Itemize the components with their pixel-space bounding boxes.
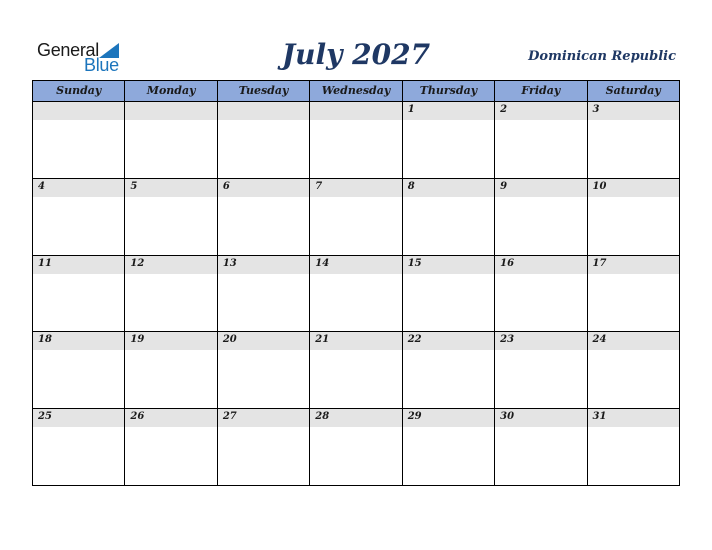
day-cell[interactable] bbox=[310, 409, 402, 485]
day-cell[interactable] bbox=[33, 179, 125, 255]
day-cell[interactable] bbox=[218, 409, 310, 485]
weekday-saturday: Saturday bbox=[605, 84, 661, 97]
day-cell[interactable] bbox=[495, 179, 587, 255]
day-number: 31 bbox=[592, 411, 607, 423]
weekday-monday: Monday bbox=[125, 81, 217, 101]
day-cell[interactable] bbox=[403, 102, 495, 178]
day-number: 26 bbox=[130, 411, 145, 423]
day-number: 7 bbox=[315, 180, 323, 192]
weekday-wednesday: Wednesday bbox=[310, 81, 402, 101]
day-cell[interactable] bbox=[588, 256, 679, 332]
day-cell[interactable] bbox=[218, 179, 310, 255]
day-cell[interactable] bbox=[125, 256, 217, 332]
day-number: 1 bbox=[407, 104, 415, 115]
day-number: 4 bbox=[38, 180, 45, 192]
day-cell[interactable] bbox=[588, 332, 679, 408]
day-number: 9 bbox=[500, 180, 508, 192]
day-cell[interactable] bbox=[125, 179, 217, 255]
logo-text-blue: Blue bbox=[84, 55, 119, 75]
day-cell[interactable] bbox=[125, 102, 217, 178]
day-cell[interactable] bbox=[33, 332, 125, 408]
calendar-grid bbox=[32, 80, 680, 486]
weeks-container bbox=[33, 102, 679, 485]
day-bar bbox=[310, 102, 401, 120]
weekday-thursday: Thursday bbox=[403, 81, 495, 101]
day-number: 3 bbox=[592, 104, 600, 115]
day-bar bbox=[403, 102, 494, 120]
day-number: 20 bbox=[222, 334, 237, 346]
day-bar bbox=[403, 179, 494, 197]
day-cell[interactable] bbox=[495, 409, 587, 485]
day-cell[interactable] bbox=[310, 102, 402, 178]
day-number: 29 bbox=[407, 411, 422, 423]
day-cell[interactable] bbox=[588, 179, 679, 255]
day-cell[interactable] bbox=[588, 409, 679, 485]
day-bar bbox=[495, 102, 586, 120]
day-cell[interactable] bbox=[495, 256, 587, 332]
day-number: 25 bbox=[38, 411, 52, 423]
day-cell[interactable] bbox=[403, 256, 495, 332]
day-cell[interactable] bbox=[588, 102, 679, 178]
weekday-header-row bbox=[33, 81, 679, 102]
week-row bbox=[33, 256, 679, 333]
day-bar bbox=[588, 102, 679, 120]
day-number: 17 bbox=[592, 257, 607, 269]
week-row bbox=[33, 332, 679, 409]
day-bar bbox=[125, 102, 216, 120]
day-bar bbox=[218, 102, 309, 120]
day-number: 30 bbox=[500, 411, 515, 423]
day-number: 8 bbox=[407, 180, 415, 192]
page-title: July 2027 bbox=[281, 38, 431, 71]
day-number: 5 bbox=[130, 180, 138, 192]
day-cell[interactable] bbox=[403, 332, 495, 408]
day-cell[interactable] bbox=[310, 256, 402, 332]
day-number: 21 bbox=[315, 334, 330, 346]
day-number: 28 bbox=[315, 411, 330, 423]
day-cell[interactable] bbox=[125, 409, 217, 485]
day-cell[interactable] bbox=[33, 256, 125, 332]
day-cell[interactable] bbox=[310, 332, 402, 408]
day-cell[interactable] bbox=[403, 409, 495, 485]
day-number: 23 bbox=[500, 334, 515, 346]
week-row bbox=[33, 102, 679, 179]
day-number: 22 bbox=[407, 334, 422, 346]
day-cell[interactable] bbox=[495, 102, 587, 178]
day-bar bbox=[218, 179, 309, 197]
day-number: 10 bbox=[592, 180, 607, 192]
day-cell[interactable] bbox=[218, 256, 310, 332]
day-number: 19 bbox=[130, 334, 145, 346]
day-number: 18 bbox=[38, 334, 52, 346]
day-bar bbox=[33, 179, 124, 197]
day-number: 12 bbox=[130, 257, 145, 269]
day-number: 14 bbox=[315, 257, 330, 269]
day-cell[interactable] bbox=[495, 332, 587, 408]
week-row bbox=[33, 179, 679, 256]
country-label: Dominican Republic bbox=[528, 49, 676, 64]
day-number: 24 bbox=[592, 334, 607, 346]
day-bar bbox=[310, 179, 401, 197]
day-cell[interactable] bbox=[310, 179, 402, 255]
day-cell[interactable] bbox=[125, 332, 217, 408]
day-number: 27 bbox=[222, 411, 237, 423]
weekday-friday: Friday bbox=[495, 81, 587, 101]
day-cell[interactable] bbox=[218, 102, 310, 178]
day-number: 13 bbox=[222, 257, 237, 269]
day-bar bbox=[125, 179, 216, 197]
logo-text-general: General bbox=[37, 40, 99, 60]
weekday-tuesday: Tuesday bbox=[218, 81, 310, 101]
day-cell[interactable] bbox=[33, 409, 125, 485]
day-bar bbox=[33, 102, 124, 120]
day-number: 16 bbox=[500, 257, 515, 269]
weekday-sunday: Sunday bbox=[33, 81, 125, 101]
day-number: 11 bbox=[38, 257, 52, 269]
day-cell[interactable] bbox=[33, 102, 125, 178]
day-number: 6 bbox=[222, 180, 230, 192]
week-row bbox=[33, 409, 679, 485]
day-cell[interactable] bbox=[403, 179, 495, 255]
day-bar bbox=[495, 179, 586, 197]
day-cell[interactable] bbox=[218, 332, 310, 408]
day-number: 15 bbox=[407, 257, 422, 269]
day-number: 2 bbox=[500, 104, 508, 115]
